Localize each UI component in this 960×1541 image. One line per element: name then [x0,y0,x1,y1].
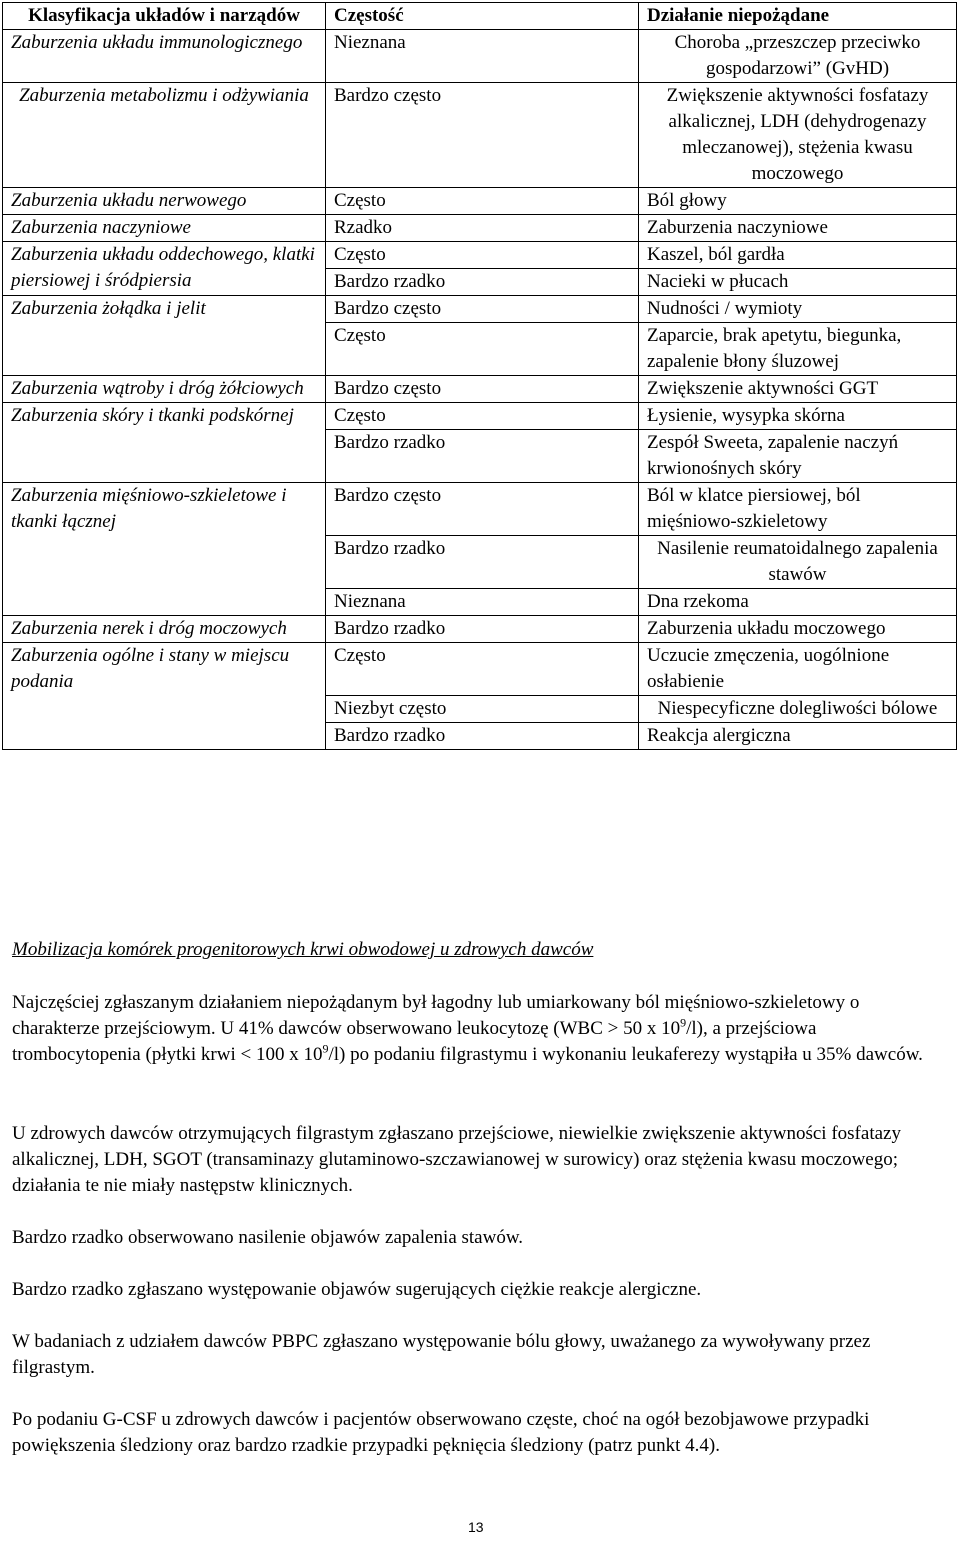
table-row [3,30,957,83]
table-row [3,83,957,188]
frequency-cell: Często [326,242,639,269]
reaction-cell: Ból w klatce piersiowej, ból mięśniowo-szkieletowy [639,483,957,536]
table-row [3,215,957,242]
frequency-cell: Bardzo często [326,83,639,188]
frequency-cell: Niezbyt często [326,696,639,723]
table-row [3,188,957,215]
reaction-cell: Nasilenie reumatoidalnego zapalenia stawów [639,536,957,589]
superscript: 9 [680,1015,687,1030]
paragraph-arthritis [12,1225,942,1251]
reaction-cell: Nudności / wymioty [639,296,957,323]
paragraph-headache [12,1329,942,1381]
superscript: 9 [322,1041,329,1056]
organ-class-cell: Zaburzenia układu nerwowego [3,188,326,215]
table-row [3,616,957,643]
frequency-cell: Często [326,188,639,215]
adverse-reactions-table [2,2,957,750]
table-row [3,643,957,696]
reaction-cell: Reakcja alergiczna [639,723,957,750]
paragraph-text: Bardzo rzadko zgłaszano występowanie objawów sugerujących ciężkie reakcje alergiczne. [12,1279,702,1300]
paragraph-allergic [12,1277,942,1303]
frequency-cell: Nieznana [326,589,639,616]
reaction-cell: Niespecyficzne dolegliwości bólowe [639,696,957,723]
table-row [3,296,957,323]
reaction-cell: Nacieki w płucach [639,269,957,296]
frequency-cell: Bardzo często [326,376,639,403]
reaction-cell: Uczucie zmęczenia, uogólnione osłabienie [639,643,957,696]
frequency-cell: Bardzo często [326,483,639,536]
frequency-cell: Bardzo rzadko [326,430,639,483]
header-organ-class: Klasyfikacja układów i narządów [3,3,326,30]
organ-class-cell: Zaburzenia układu immunologicznego [3,30,326,83]
reaction-cell: Dna rzekoma [639,589,957,616]
reaction-cell: Zaparcie, brak apetytu, biegunka, zapalenie błony śluzowej [639,323,957,376]
organ-class-cell: Zaburzenia układu oddechowego, klatki piersiowej i śródpiersia [3,242,326,296]
frequency-cell: Bardzo rzadko [326,723,639,750]
table-row [3,242,957,269]
paragraph-text: /l), a przejściowa trombocytopenia (płytki krwi < 100 x 10 [12,1018,817,1065]
reaction-cell: Zaburzenia układu moczowego [639,616,957,643]
reaction-cell: Kaszel, ból gardła [639,242,957,269]
paragraph-text: W badaniach z udziałem dawców PBPC zgłaszano występowanie bólu głowy, uważanego za wywoływany przez filgrastym. [12,1331,871,1378]
organ-class-cell: Zaburzenia mięśniowo-szkieletowe i tkanki łącznej [3,483,326,616]
organ-class-cell: Zaburzenia naczyniowe [3,215,326,242]
table-row [3,376,957,403]
frequency-cell: Rzadko [326,215,639,242]
organ-class-cell: Zaburzenia ogólne i stany w miejscu podania [3,643,326,750]
paragraph-text: Bardzo rzadko obserwowano nasilenie objawów zapalenia stawów. [12,1227,524,1248]
reaction-cell: Ból głowy [639,188,957,215]
frequency-cell: Nieznana [326,30,639,83]
table-row [3,403,957,430]
organ-class-cell: Zaburzenia wątroby i dróg żółciowych [3,376,326,403]
frequency-cell: Często [326,403,639,430]
reaction-cell: Zwiększenie aktywności GGT [639,376,957,403]
frequency-cell: Bardzo często [326,296,639,323]
frequency-cell: Bardzo rzadko [326,269,639,296]
paragraph-leukocytosis [12,990,942,1068]
organ-class-cell: Zaburzenia metabolizmu i odżywiania [3,83,326,188]
frequency-cell: Często [326,323,639,376]
reaction-cell: Zespół Sweeta, zapalenie naczyń krwionośnych skóry [639,430,957,483]
table-header-row [3,3,957,30]
paragraph-text: Najczęściej zgłaszanym działaniem niepożądanym był łagodny lub umiarkowany ból mięśniowo-szkieletowy o charakterze przejściowym. U 41% dawców obserwowano leukocytozę (WBC > 50 x 10 [12,992,860,1039]
frequency-cell: Bardzo rzadko [326,536,639,589]
header-frequency: Częstość [326,3,639,30]
frequency-cell: Bardzo rzadko [326,616,639,643]
organ-class-cell: Zaburzenia skóry i tkanki podskórnej [3,403,326,483]
header-adverse-reaction: Działanie niepożądane [639,3,957,30]
reaction-cell: Zaburzenia naczyniowe [639,215,957,242]
reaction-cell: Choroba „przeszczep przeciwko gospodarzowi” (GvHD) [639,30,957,83]
paragraph-spleen [12,1407,942,1459]
paragraph-text: Po podaniu G-CSF u zdrowych dawców i pacjentów obserwowano częste, choć na ogół bezobjawowe przypadki powiększenia śledziony oraz bardzo rzadkie przypadki pęknięcia śledziony (patrz punkt 4.4). [12,1409,870,1456]
section-subtitle: Mobilizacja komórek progenitorowych krwi obwodowej u zdrowych dawców [12,939,594,960]
reaction-cell: Zwiększenie aktywności fosfatazy alkalicznej, LDH (dehydrogenazy mleczanowej), stężenia kwasu moczowego [639,83,957,188]
paragraph-text: U zdrowych dawców otrzymujących filgrastym zgłaszano przejściowe, niewielkie zwiększenie aktywności fosfatazy alkalicznej, LDH, SGOT (transaminazy glutaminowo-szczawianowej w surowicy) oraz stężenia kwasu moczowego; działania te nie miały następstw klinicznych. [12,1123,901,1196]
paragraph-lab-changes [12,1121,942,1199]
organ-class-cell: Zaburzenia żołądka i jelit [3,296,326,376]
frequency-cell: Często [326,643,639,696]
organ-class-cell: Zaburzenia nerek i dróg moczowych [3,616,326,643]
table-row [3,483,957,536]
page-number: 13 [468,1519,484,1535]
paragraph-text: /l) po podaniu filgrastymu i wykonaniu leukaferezy wystąpiła u 35% dawców. [328,1044,923,1065]
reaction-cell: Łysienie, wysypka skórna [639,403,957,430]
